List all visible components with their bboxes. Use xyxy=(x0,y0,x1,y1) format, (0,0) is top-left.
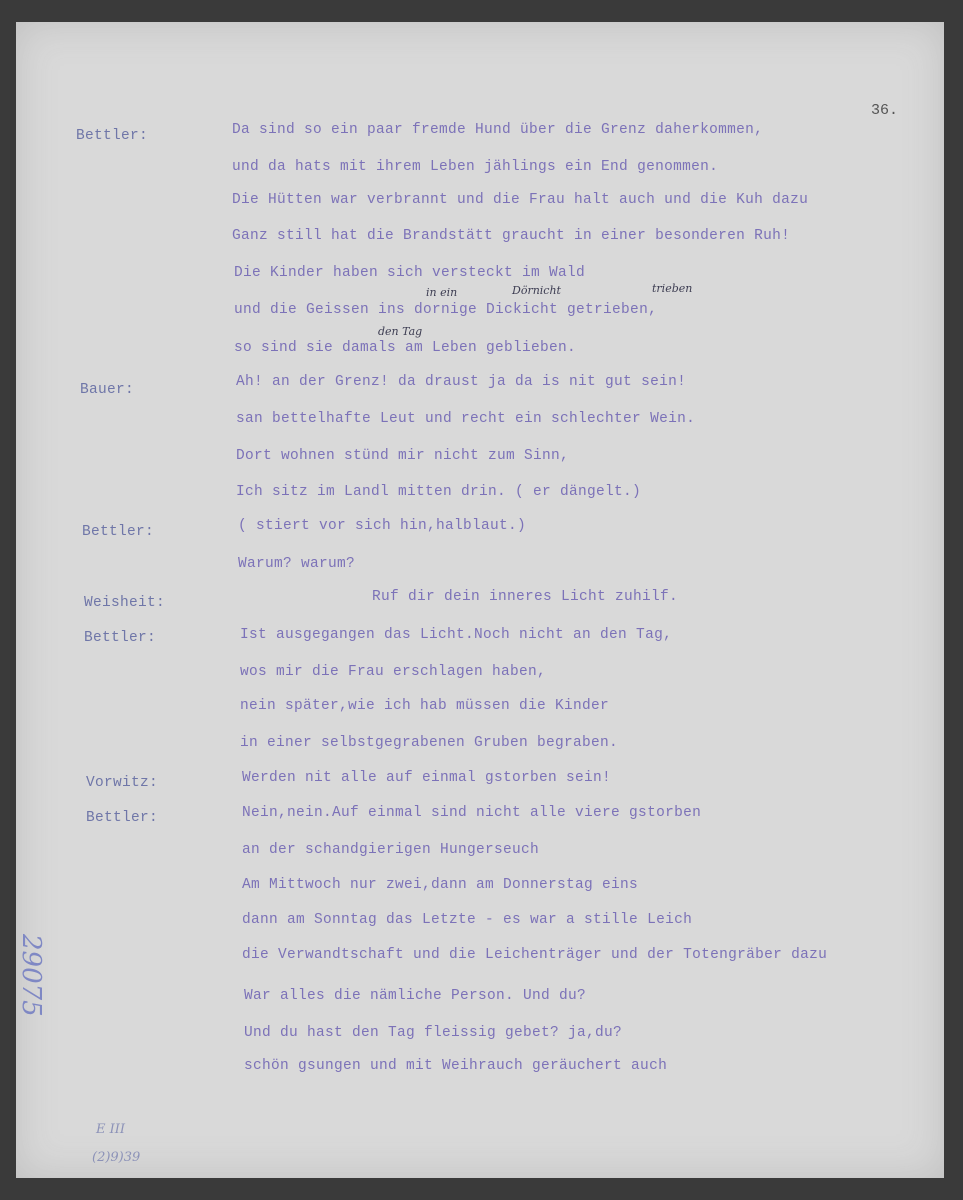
text-line: an der schandgierigen Hungerseuch xyxy=(242,842,540,858)
text-line: nein später,wie ich hab müssen die Kinder xyxy=(240,698,610,714)
text-line: Am Mittwoch nur zwei,dann am Donnerstag eins xyxy=(242,877,639,893)
speaker-label: Vorwitz: xyxy=(86,775,159,791)
handwritten-annotation: trieben xyxy=(652,282,693,295)
text-line: Ich sitz im Landl mitten drin. ( er dängelt.) xyxy=(236,484,642,500)
text-line: dann am Sonntag das Letzte - es war a stille Leich xyxy=(242,912,693,928)
handwritten-annotation: Dörnicht xyxy=(512,284,561,297)
text-line: Die Kinder haben sich versteckt im Wald xyxy=(234,265,586,281)
text-line: und da hats mit ihrem Leben jählings ein End genommen. xyxy=(232,159,719,175)
archive-number: 29075 xyxy=(16,934,46,1017)
text-line: san bettelhafte Leut und recht ein schlechter Wein. xyxy=(236,411,696,427)
speaker-label: Weisheit: xyxy=(84,595,166,611)
handwritten-annotation: in ein xyxy=(426,286,458,299)
text-line: War alles die nämliche Person. Und du? xyxy=(244,988,587,1004)
handwritten-annotation: den Tag xyxy=(378,325,423,338)
text-line: Nein,nein.Auf einmal sind nicht alle viere gstorben xyxy=(242,805,702,821)
page-number: 36. xyxy=(871,102,899,119)
folio-mark: E III xyxy=(96,1122,126,1137)
speaker-label: Bettler: xyxy=(82,524,155,540)
text-line: Werden nit alle auf einmal gstorben sein! xyxy=(242,770,612,786)
text-line: ( stiert vor sich hin,halblaut.) xyxy=(238,518,527,534)
text-line: Da sind so ein paar fremde Hund über die Grenz daherkommen, xyxy=(232,122,764,138)
manuscript-page xyxy=(16,22,944,1178)
text-line: Warum? warum? xyxy=(238,556,356,572)
text-line: Ist ausgegangen das Licht.Noch nicht an den Tag, xyxy=(240,627,673,643)
text-line: Ruf dir dein inneres Licht zuhilf. xyxy=(372,589,679,605)
text-line: Ah! an der Grenz! da draust ja da is nit gut sein! xyxy=(236,374,687,390)
text-line: so sind sie damals am Leben geblieben. xyxy=(234,340,577,356)
speaker-label: Bettler: xyxy=(84,630,157,646)
text-line: Dort wohnen stünd mir nicht zum Sinn, xyxy=(236,448,570,464)
text-line: in einer selbstgegrabenen Gruben begraben. xyxy=(240,735,619,751)
text-line: die Verwandtschaft und die Leichenträger und der Totengräber dazu xyxy=(242,947,828,963)
text-line: schön gsungen und mit Weihrauch geräuchert auch xyxy=(244,1058,668,1074)
text-line: Ganz still hat die Brandstätt graucht in einer besonderen Ruh! xyxy=(232,228,791,244)
shelfmark: (2)9)39 xyxy=(92,1150,141,1165)
speaker-label: Bettler: xyxy=(86,810,159,826)
text-line: wos mir die Frau erschlagen haben, xyxy=(240,664,547,680)
speaker-label: Bettler: xyxy=(76,128,149,144)
text-line: Und du hast den Tag fleissig gebet? ja,du? xyxy=(244,1025,623,1041)
speaker-label: Bauer: xyxy=(80,382,135,398)
text-line: und die Geissen ins dornige Dickicht getrieben, xyxy=(234,302,658,318)
text-line: Die Hütten war verbrannt und die Frau halt auch und die Kuh dazu xyxy=(232,192,809,208)
